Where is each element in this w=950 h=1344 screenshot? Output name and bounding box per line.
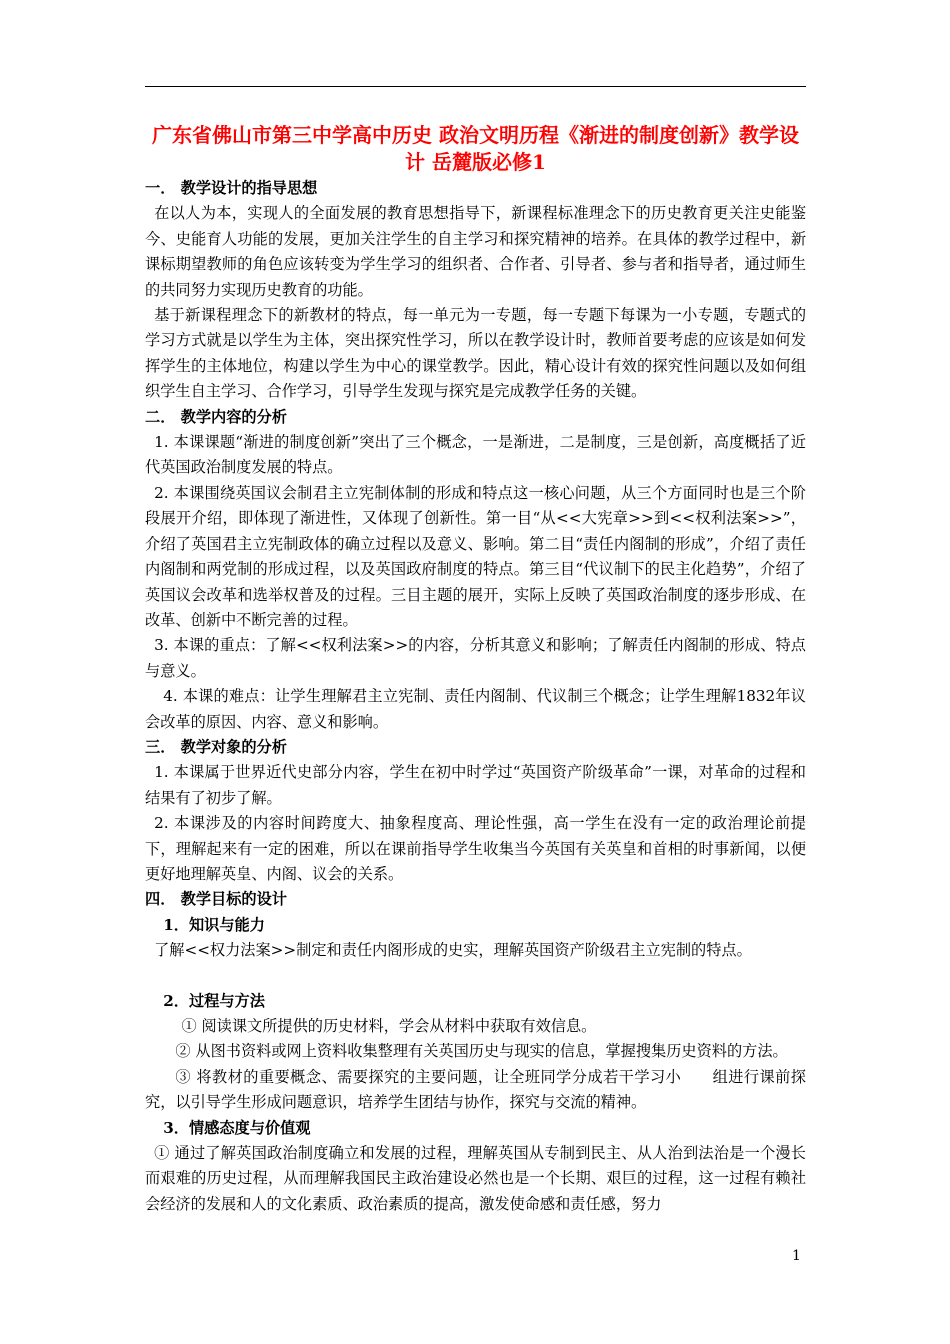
section-3-heading: 三． 教学对象的分析 [145, 737, 287, 756]
section-1-heading: 一． 教学设计的指导思想 [145, 179, 318, 197]
subsection-emotion-heading: 3．情感态度与价值观 [163, 1118, 311, 1137]
subsection-process-item-1: ① 阅读课文所提供的历史材料，学会从材料中获取有效信息。 [181, 1017, 597, 1035]
document-body [145, 176, 806, 1217]
section-3-paragraph-1: 1. 本课属于世界近代史部分内容，学生在初中时学过“英国资产阶级革命”一课，对革命的过程和结果有了初步了解。 [145, 763, 806, 807]
section-1-paragraph-1: 在以人为本，实现人的全面发展的教育思想指导下，新课程标准理念下的历史教育更关注史能鉴今、史能育人功能的发展，更加关注学生的自主学习和探究精神的培养。在具体的教学过程中，新课标期望教师的角色应该转变为学生学习的组织者、合作者、引导者、参与者和指导者，通过师生的共同努力实现历史教育的功能。 [145, 204, 806, 299]
subsection-process-item-3: ③ 将教材的重要概念、需要探究的主要问题，让全班同学分成若干学习小 组进行课前探究，以引导学生形成问题意识，培养学生团结与协作，探究与交流的精神。 [145, 1067, 806, 1112]
section-2-paragraph-2: 2. 本课围绕英国议会制君主立宪制体制的形成和特点这一核心问题，从三个方面同时也是三个阶段展开介绍，即体现了渐进性，又体现了创新性。第一目“从<<大宪章>>到<<权利法案>>”，介绍了英国君主立宪制政体的确立过程以及意义、影响。第二目“责任内阁制的形成”，介绍了责任内阁制和两党制的形成过程，以及英国政府制度的特点。第三目“代议制下的民主化趋势”，介绍了英国议会改革和选举权普及的过程。三目主题的展开，实际上反映了英国政治制度的逐步形成、在改革、创新中不断完善的过程。 [145, 483, 806, 629]
section-4-heading: 四． 教学目标的设计 [145, 890, 287, 909]
section-2-paragraph-4: 4. 本课的难点：让学生理解君主立宪制、责任内阁制、代议制三个概念；让学生理解1832年议会改革的原因、内容、意义和影响。 [145, 687, 806, 731]
subsection-knowledge-heading: 1．知识与能力 [163, 915, 265, 934]
page-number: 1 [792, 1248, 801, 1264]
section-2-paragraph-1: 1. 本课课题“渐进的制度创新”突出了三个概念，一是渐进，二是制度，三是创新，高度概括了近代英国政治制度发展的特点。 [145, 433, 806, 477]
subsection-emotion-item-1: ① 通过了解英国政治制度确立和发展的过程，理解英国从专制到民主、从人治到法治是一个漫长而艰难的历史过程，从而理解我国民主政治建设必然也是一个长期、艰巨的过程，这一过程有赖社会经济的发展和人的文化素质、政治素质的提高，激发使命感和责任感，努力 [145, 1144, 806, 1213]
section-2-paragraph-3: 3. 本课的重点：了解<<权利法案>>的内容，分析其意义和影响；了解责任内阁制的形成、特点与意义。 [145, 636, 806, 680]
blank-line [145, 964, 806, 989]
subsection-knowledge-paragraph: 了解<<权力法案>>制定和责任内阁形成的史实，理解英国资产阶级君主立宪制的特点。 [154, 941, 752, 960]
subsection-process-heading: 2．过程与方法 [163, 991, 265, 1010]
section-2-heading: 二． 教学内容的分析 [145, 407, 287, 426]
header-rule [145, 86, 806, 87]
section-1-paragraph-2: 基于新课程理念下的新教材的特点，每一单元为一专题，每一专题下每课为一小专题，专题式的学习方式就是以学生为主体，突出探究性学习，所以在教学设计时，教师首要考虑的应该是如何发挥学生的主体地位，构建以学生为中心的课堂教学。因此，精心设计有效的探究性问题以及如何组织学生自主学习、合作学习，引导学生发现与探究是完成教学任务的关键。 [145, 306, 806, 401]
subsection-process-item-2: ② 从图书资料或网上资料收集整理有关英国历史与现实的信息，掌握搜集历史资料的方法。 [175, 1042, 788, 1061]
section-3-paragraph-2: 2. 本课涉及的内容时间跨度大、抽象程度高、理论性强，高一学生在没有一定的政治理论前提下，理解起来有一定的困难，所以在课前指导学生收集当今英国有关英皇和首相的时事新闻，以便更好地理解英皇、内阁、议会的关系。 [145, 814, 806, 883]
document-title: 广东省佛山市第三中学高中历史 政治文明历程《渐进的制度创新》教学设计 岳麓版必修1 [152, 123, 799, 174]
